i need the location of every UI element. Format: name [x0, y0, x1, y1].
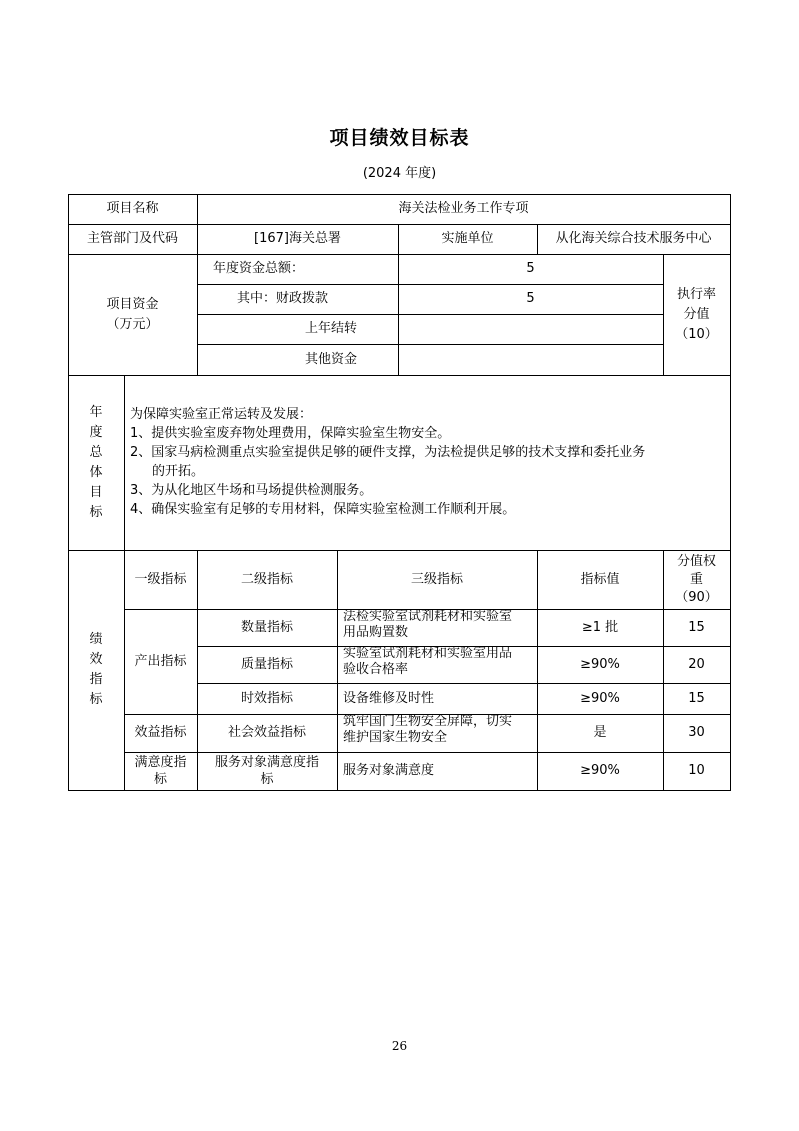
- unit-label: 实施单位: [441, 231, 494, 246]
- annual-goal-label: [68, 375, 124, 550]
- goal-char: 标: [89, 504, 103, 520]
- timeliness-level3: 设备维修及时性: [343, 690, 435, 706]
- funds-finance-value: 5: [526, 291, 535, 306]
- funds-other-value: [398, 344, 663, 375]
- service-satisfaction-level3: 服务对象满意度: [343, 763, 435, 778]
- social-benefit-indicator: 社会效益指标: [227, 725, 306, 740]
- quantity-value: ≥1 批: [581, 619, 619, 635]
- funds-label-line2: （万元）: [106, 316, 159, 332]
- rate-line1: 执行率: [676, 286, 716, 302]
- satisfaction-line: 标: [153, 772, 167, 787]
- goal-intro: 为保障实验室正常运转及发展：: [130, 407, 313, 422]
- page-number: 26: [391, 1039, 408, 1053]
- indicator-char: 效: [89, 652, 103, 667]
- satisfaction-line: 满意度指: [134, 755, 187, 770]
- indicator-char: 指: [89, 672, 103, 687]
- performance-indicators-label: [68, 550, 124, 790]
- indicator-char: 绩: [89, 632, 103, 647]
- satisfaction-indicator-label: [124, 752, 197, 790]
- social-benefit-value: 是: [593, 725, 607, 740]
- quality-value: ≥90%: [580, 656, 620, 672]
- header-value: 指标值: [580, 571, 620, 587]
- funds-carryover-label: 上年结转: [305, 321, 358, 336]
- funds-label-line1: 项目资金: [106, 296, 159, 312]
- timeliness-weight: 15: [688, 690, 705, 706]
- output-indicator-label: 产出指标: [134, 653, 187, 669]
- satisfaction-line: 标: [260, 772, 274, 787]
- header-weight: [663, 550, 730, 609]
- dept-value: [167]海关总署: [254, 231, 341, 246]
- quality-level3: [337, 646, 537, 683]
- header-level1: 一级指标: [134, 571, 187, 587]
- funds-other-label: 其他资金: [305, 351, 358, 367]
- header-level3: 三级指标: [410, 571, 463, 587]
- funds-total-label: 年度资金总额：: [213, 261, 305, 276]
- annual-goal-text: [130, 405, 726, 519]
- goal-char: 年: [89, 404, 103, 420]
- header-weight-line1: 分值权: [676, 553, 716, 569]
- quantity-level3: [337, 609, 537, 646]
- service-satisfaction-indicator: [197, 752, 337, 790]
- goal-item: 4、确保实验室有足够的专用材料，保障实验室检测工作顺利开展。: [130, 502, 516, 517]
- level3-line: 验收合格率: [343, 662, 409, 677]
- rate-line3: （10）: [675, 326, 718, 342]
- project-name-label: 项目名称: [106, 201, 159, 216]
- funds-carryover-value: [398, 314, 663, 344]
- goal-char: 总: [89, 444, 103, 460]
- page-title: 项目绩效目标表: [329, 127, 470, 149]
- service-satisfaction-value: ≥90%: [580, 763, 620, 778]
- quantity-weight: 15: [688, 619, 705, 635]
- dept-label: 主管部门及代码: [86, 231, 178, 246]
- level3-line: 实验室试剂耗材和实验室用品: [343, 646, 513, 661]
- benefit-indicator-label: 效益指标: [134, 725, 187, 740]
- header-weight-line3: （90）: [675, 589, 718, 605]
- social-benefit-weight: 30: [688, 725, 705, 740]
- header-weight-line2: 重: [689, 571, 703, 587]
- unit-value: 从化海关综合技术服务中心: [555, 231, 712, 246]
- rate-line2: 分值: [683, 306, 710, 322]
- timeliness-value: ≥90%: [580, 690, 620, 706]
- level3-line: 维护国家生物安全: [343, 730, 448, 745]
- funds-label: [68, 254, 197, 375]
- level3-line: 法检实验室试剂耗材和实验室: [343, 609, 513, 624]
- goal-item: 3、为从化地区牛场和马场提供检测服务。: [130, 483, 373, 498]
- goal-item: 2、国家马病检测重点实验室提供足够的硬件支撑，为法检提供足够的技术支撑和委托业务: [130, 445, 646, 460]
- goal-item: 1、提供实验室废弃物处理费用，保障实验室生物安全。: [130, 426, 451, 441]
- quality-indicator: 质量指标: [240, 656, 293, 672]
- year-subtitle: (2024 年度): [362, 166, 437, 181]
- goal-char: 度: [89, 424, 103, 440]
- service-satisfaction-weight: 10: [688, 763, 705, 778]
- satisfaction-line: 服务对象满意度指: [214, 755, 319, 770]
- indicator-char: 标: [89, 692, 103, 707]
- project-name-value: 海关法检业务工作专项: [398, 201, 529, 216]
- goal-char: 目: [89, 484, 103, 500]
- funds-total-value: 5: [526, 261, 535, 276]
- quantity-indicator: 数量指标: [240, 619, 293, 635]
- level3-line: 用品购置数: [343, 625, 409, 640]
- goal-item-continuation: 的开拓。: [152, 464, 205, 479]
- goal-char: 体: [89, 464, 103, 480]
- header-level2: 二级指标: [240, 571, 293, 587]
- funds-finance-label: 其中：财政拨款: [237, 291, 329, 306]
- timeliness-indicator: 时效指标: [240, 690, 293, 706]
- social-benefit-level3: [337, 714, 537, 752]
- quality-weight: 20: [688, 656, 705, 672]
- execution-rate-label: [663, 254, 730, 375]
- level3-line: 筑牢国门生物安全屏障，切实: [343, 714, 513, 729]
